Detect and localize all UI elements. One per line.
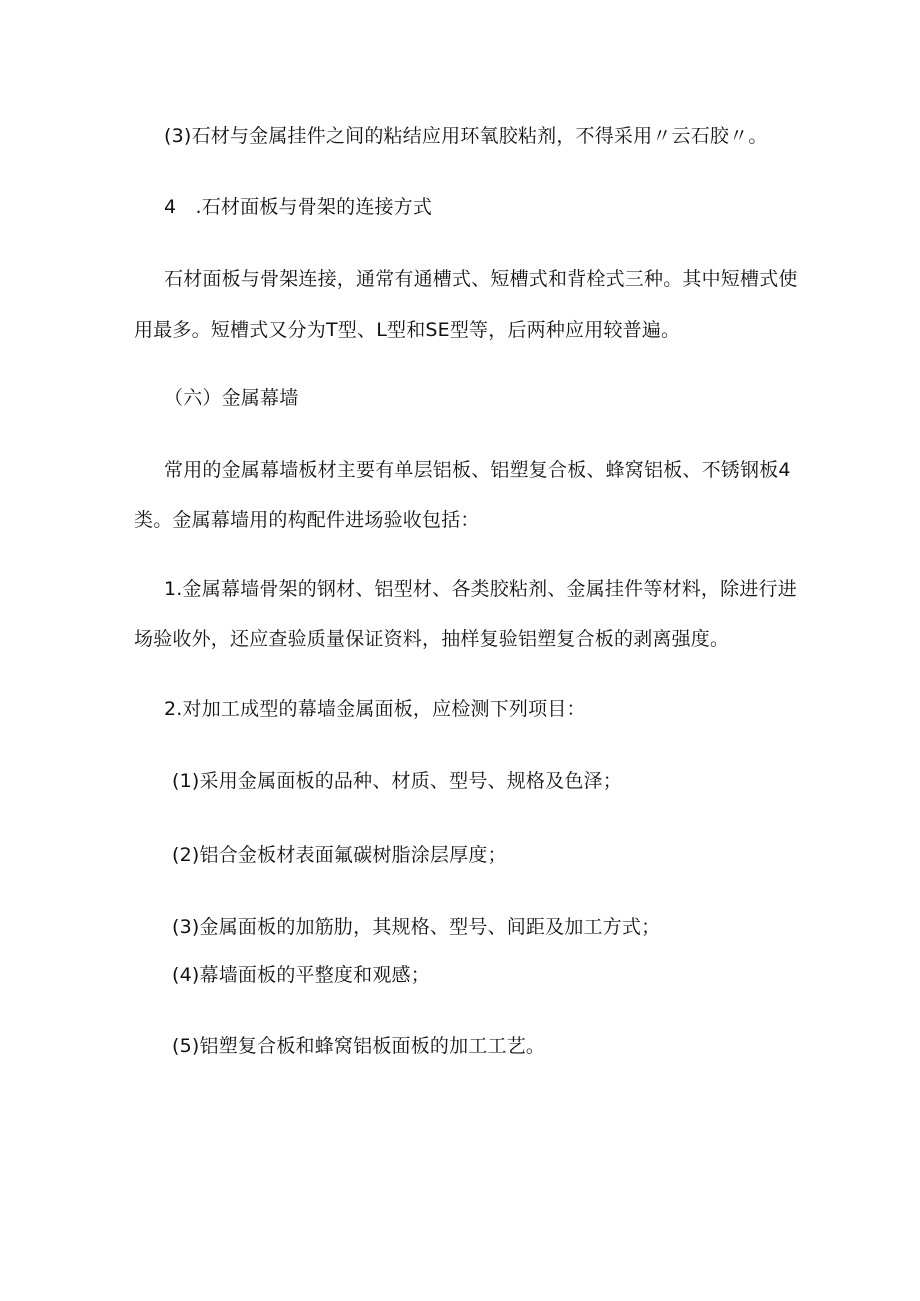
heading-stone-panel-connection: 4 .石材面板与骨架的连接方式: [164, 196, 433, 218]
text-line-metal-panels-1: 常用的金属幕墙板材主要有单层铝板、铝塑复合板、蜂窝铝板、不锈钢板4: [164, 459, 791, 481]
text-line-stone-adhesive: (3)石材与金属挂件之间的粘结应用环氧胶粘剂，不得采用〃云石胶〃。: [164, 125, 768, 147]
heading-metal-curtain-wall: （六）金属幕墙: [164, 387, 299, 409]
list-item-4: (4)幕墙面板的平整度和观感；: [172, 964, 430, 986]
text-line-item-1-a: 1.金属幕墙骨架的钢材、铝型材、各类胶粘剂、金属挂件等材料，除进行进: [164, 578, 797, 600]
text-line-metal-panels-2: 类。金属幕墙用的构配件进场验收包括：: [134, 509, 480, 531]
text-line-connection-types-1: 石材面板与骨架连接，通常有通槽式、短槽式和背栓式三种。其中短槽式使: [164, 268, 798, 290]
list-item-3: (3)金属面板的加筋肋，其规格、型号、间距及加工方式；: [172, 916, 661, 938]
list-item-1: (1)采用金属面板的品种、材质、型号、规格及色泽；: [172, 770, 622, 792]
list-item-5: (5)铝塑复合板和蜂窝铝板面板的加工工艺。: [172, 1035, 546, 1057]
text-line-item-2: 2.对加工成型的幕墙金属面板，应检测下列项目：: [164, 698, 586, 720]
list-item-2: (2)铝合金板材表面氟碳树脂涂层厚度；: [172, 844, 507, 866]
text-line-item-1-b: 场验收外，还应查验质量保证资料，抽样复验铝塑复合板的剥离强度。: [134, 628, 730, 650]
text-line-connection-types-2: 用最多。短槽式又分为T型、L型和SE型等，后两种应用较普遍。: [134, 319, 681, 341]
